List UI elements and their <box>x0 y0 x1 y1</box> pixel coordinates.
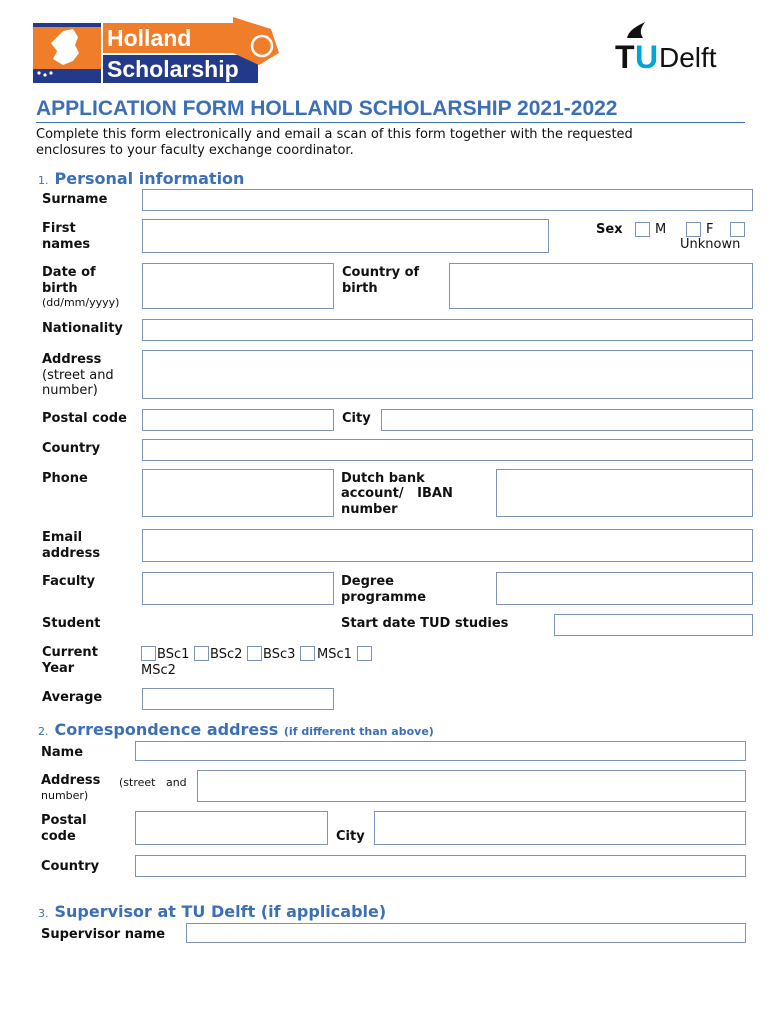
year-bsc2-checkbox[interactable] <box>194 646 209 661</box>
sex-m-checkbox[interactable] <box>635 222 650 237</box>
sex-label: Sex <box>596 222 623 237</box>
phone-input[interactable] <box>142 469 334 517</box>
section-3-number: 3. <box>38 907 49 920</box>
dob-format-hint: (dd/mm/yyyy) <box>42 296 120 309</box>
start-date-input[interactable] <box>554 614 753 636</box>
email-label-1: Email <box>42 530 83 545</box>
bank-label-3: number <box>341 502 398 517</box>
country-label: Country <box>42 441 101 456</box>
section-2-title: Correspondence address <box>54 720 279 739</box>
corr-name-label: Name <box>41 745 84 760</box>
title-rule <box>36 122 745 123</box>
tu-delft-t: T <box>615 39 635 75</box>
holland-logo-line2: Scholarship <box>107 56 239 82</box>
corr-postal-input[interactable] <box>135 811 328 845</box>
degree-label-2: programme <box>341 590 427 605</box>
postal-code-input[interactable] <box>142 409 334 431</box>
section-3-heading <box>38 903 386 923</box>
section-2-note: (if different than above) <box>283 725 434 738</box>
bank-label-2: account/ IBAN <box>341 486 453 501</box>
address-label-2: (street and <box>42 368 114 383</box>
address-input[interactable] <box>142 350 753 399</box>
country-of-birth-input[interactable] <box>449 263 753 309</box>
sex-m-label: M <box>655 222 667 237</box>
section-3-title: Supervisor at TU Delft (if applicable) <box>54 902 387 921</box>
sex-f-checkbox[interactable] <box>686 222 701 237</box>
faculty-label: Faculty <box>42 574 95 589</box>
corr-city-label: City <box>336 829 365 844</box>
page-title: APPLICATION FORM HOLLAND SCHOLARSHIP 2021-2022 <box>36 97 618 120</box>
faculty-input[interactable] <box>142 572 334 605</box>
email-input[interactable] <box>142 529 753 562</box>
corr-address-input[interactable] <box>197 770 746 802</box>
section-2-number: 2. <box>38 725 49 738</box>
section-1-number: 1. <box>38 174 49 187</box>
intro-line-2: enclosures to your faculty exchange coordinator. <box>36 143 354 158</box>
year-bsc3-checkbox[interactable] <box>247 646 262 661</box>
year-bsc1-checkbox[interactable] <box>141 646 156 661</box>
corr-address-hint: (street and <box>119 776 187 789</box>
year-msc1-checkbox[interactable] <box>300 646 315 661</box>
supervisor-name-label: Supervisor name <box>41 927 166 942</box>
iban-input[interactable] <box>496 469 753 517</box>
corr-country-label: Country <box>41 859 100 874</box>
corr-address-hint-2: number) <box>41 789 89 802</box>
corr-postal-label-1: Postal <box>41 813 87 828</box>
email-label-2: address <box>42 546 101 561</box>
start-date-label: Start date TUD studies <box>341 616 509 631</box>
sex-f-label: F <box>706 222 714 237</box>
postal-code-label: Postal code <box>42 411 127 426</box>
corr-country-input[interactable] <box>135 855 746 877</box>
country-of-birth-label-2: birth <box>342 281 378 296</box>
corr-name-input[interactable] <box>135 741 746 761</box>
section-2-heading <box>38 721 434 741</box>
dob-label-1: Date of <box>42 265 96 280</box>
year-bsc3-label: BSc3 <box>263 647 296 662</box>
sex-unknown-label: Unknown <box>680 237 741 252</box>
city-input[interactable] <box>381 409 753 431</box>
tu-delft-logo <box>615 20 750 75</box>
section-1-heading <box>38 170 244 190</box>
average-input[interactable] <box>142 688 334 710</box>
holland-scholarship-logo <box>33 13 288 85</box>
degree-label-1: Degree <box>341 574 394 589</box>
dob-label-2: birth <box>42 281 78 296</box>
surname-label: Surname <box>42 192 108 207</box>
first-names-label-2: names <box>42 237 91 252</box>
nationality-input[interactable] <box>142 319 753 341</box>
bank-label-1: Dutch bank <box>341 471 425 486</box>
current-year-label-2: Year <box>42 661 75 676</box>
year-bsc1-label: BSc1 <box>157 647 190 662</box>
address-label-1: Address <box>42 352 102 367</box>
sex-unknown-checkbox[interactable] <box>730 222 745 237</box>
corr-address-label: Address <box>41 773 101 788</box>
intro-line-1: Complete this form electronically and email a scan of this form together with the requested <box>36 127 633 142</box>
nationality-label: Nationality <box>42 321 123 336</box>
supervisor-name-input[interactable] <box>186 923 746 943</box>
tu-delft-word: Delft <box>659 42 717 73</box>
city-label: City <box>342 411 371 426</box>
tu-delft-u: U <box>635 39 659 75</box>
first-names-label-1: First <box>42 221 76 236</box>
corr-city-input[interactable] <box>374 811 746 845</box>
holland-logo-line1: Holland <box>107 25 192 51</box>
student-label: Student <box>42 616 101 631</box>
dob-input[interactable] <box>142 263 334 309</box>
country-of-birth-label-1: Country of <box>342 265 420 280</box>
section-1-title: Personal information <box>54 169 245 188</box>
flame-icon <box>623 20 653 40</box>
first-names-input[interactable] <box>142 219 549 253</box>
degree-input[interactable] <box>496 572 753 605</box>
year-msc2-label: MSc2 <box>141 663 176 678</box>
country-input[interactable] <box>142 439 753 461</box>
phone-label: Phone <box>42 471 88 486</box>
year-msc2-checkbox[interactable] <box>357 646 372 661</box>
address-label-3: number) <box>42 383 98 398</box>
year-msc1-label: MSc1 <box>317 647 352 662</box>
current-year-label-1: Current <box>42 645 98 660</box>
surname-input[interactable] <box>142 189 753 211</box>
corr-postal-label-2: code <box>41 829 76 844</box>
average-label: Average <box>42 690 103 705</box>
year-bsc2-label: BSc2 <box>210 647 243 662</box>
